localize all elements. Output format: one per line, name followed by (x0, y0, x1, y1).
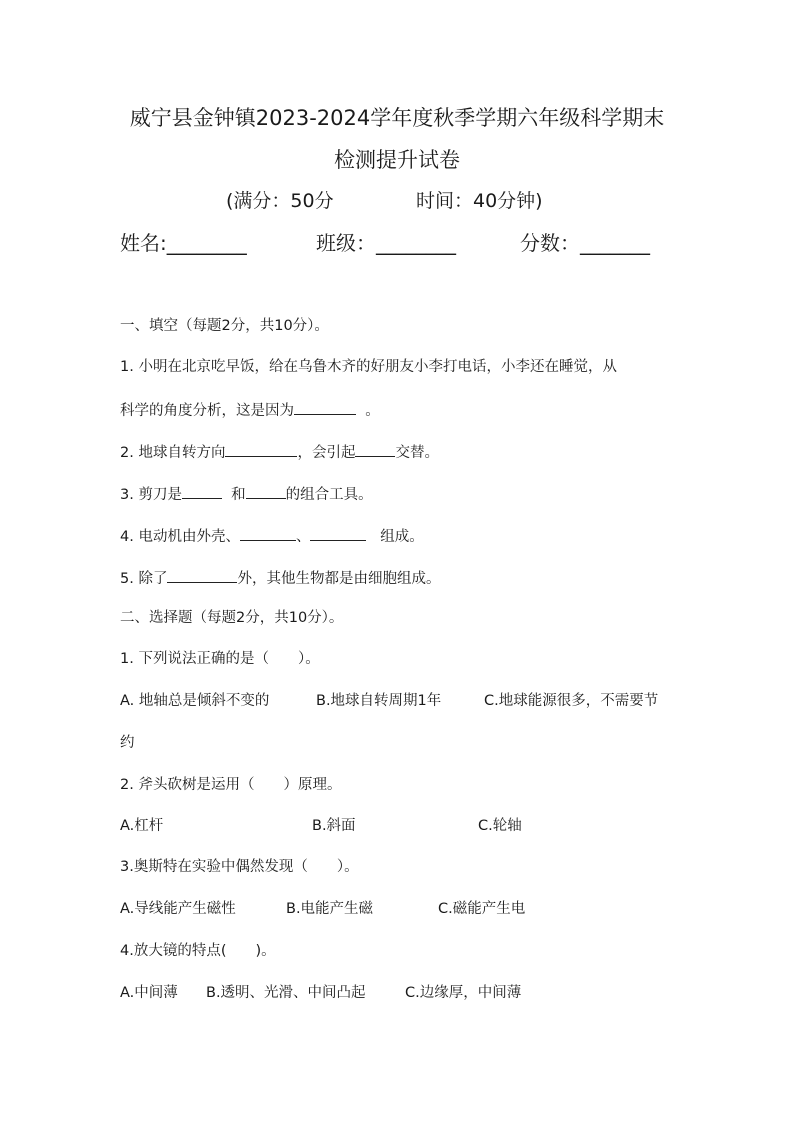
name-field[interactable]: 姓名:________ (120, 231, 247, 255)
answer-blank[interactable] (246, 482, 286, 499)
q5-text-a: 5. 除了 (120, 571, 168, 587)
s1-question-5 (120, 566, 680, 590)
answer-blank[interactable] (355, 440, 395, 457)
answer-blank[interactable] (167, 566, 237, 583)
q3-text-a: 3. 剪刀是 (120, 487, 182, 503)
s2-question-2: 2. 斧头砍树是运用（ ）原理。 (120, 777, 342, 793)
q2-text-c: 交替。 (395, 445, 439, 461)
q4-text-b: 、 (295, 529, 311, 545)
exam-title-line2: 检测提升试卷 (334, 148, 460, 172)
option-c[interactable]: C.边缘厚，中间薄 (405, 985, 522, 1001)
answer-blank[interactable] (310, 524, 366, 541)
answer-blank[interactable] (240, 524, 296, 541)
s1-question-3 (120, 482, 680, 506)
q3-text-b: 和 (231, 487, 246, 503)
option-b[interactable]: B.地球自转周期1年 (316, 693, 442, 709)
option-a[interactable]: A.中间薄 (120, 985, 178, 1001)
exam-title-line1: 威宁县金钟镇2023-2024学年度秋季学期六年级科学期末 (129, 106, 665, 130)
option-c[interactable]: C.磁能产生电 (438, 901, 526, 917)
time-limit: 时间：40分钟) (416, 190, 543, 212)
option-c[interactable]: C.轮轴 (478, 818, 522, 834)
s1-question-4 (120, 524, 680, 548)
s1-question-1-line1: 1. 小明在北京吃早饭，给在乌鲁木齐的好朋友小李打电话，小李还在睡觉，从 (120, 359, 617, 375)
q1-text: 科学的角度分析，这是因为 (120, 403, 294, 419)
class-field[interactable]: 班级：________ (316, 231, 456, 255)
option-a[interactable]: A. 地轴总是倾斜不变的 (120, 693, 270, 709)
answer-blank[interactable] (225, 440, 297, 457)
s1-question-2 (120, 440, 680, 464)
section1-heading: 一、填空（每题2分，共10分）。 (120, 318, 329, 334)
s2-question-3: 3.奥斯特在实验中偶然发现（ ）。 (120, 859, 359, 875)
s2-question-4: 4.放大镜的特点( )。 (120, 943, 276, 959)
q5-text-b: 外，其他生物都是由细胞组成。 (237, 571, 441, 587)
answer-blank[interactable] (294, 398, 356, 415)
section2-heading: 二、选择题（每题2分，共10分）。 (120, 610, 344, 626)
q1-end: 。 (365, 403, 380, 419)
option-b[interactable]: B.斜面 (312, 818, 356, 834)
answer-blank[interactable] (182, 482, 222, 499)
s1-question-1-line2 (120, 398, 680, 422)
q4-text-a: 4. 电动机由外壳、 (120, 529, 240, 545)
option-a[interactable]: A.导线能产生磁性 (120, 901, 236, 917)
option-b[interactable]: B.电能产生磁 (286, 901, 374, 917)
q3-text-c: 的组合工具。 (285, 487, 373, 503)
q4-text-c: 组成。 (380, 529, 424, 545)
s2-question-1: 1. 下列说法正确的是（ ）。 (120, 651, 320, 667)
option-b[interactable]: B.透明、光滑、中间凸起 (206, 985, 366, 1001)
score-field[interactable]: 分数：_______ (520, 231, 650, 255)
q2-text-b: ，会引起 (297, 445, 356, 461)
option-c[interactable]: C.地球能源很多，不需要节 (484, 693, 659, 709)
option-a[interactable]: A.杠杆 (120, 818, 164, 834)
q2-text-a: 2. 地球自转方向 (120, 445, 226, 461)
s2-question-1-option-c-cont: 约 (120, 735, 135, 751)
full-score: (满分：50分 (226, 190, 334, 212)
